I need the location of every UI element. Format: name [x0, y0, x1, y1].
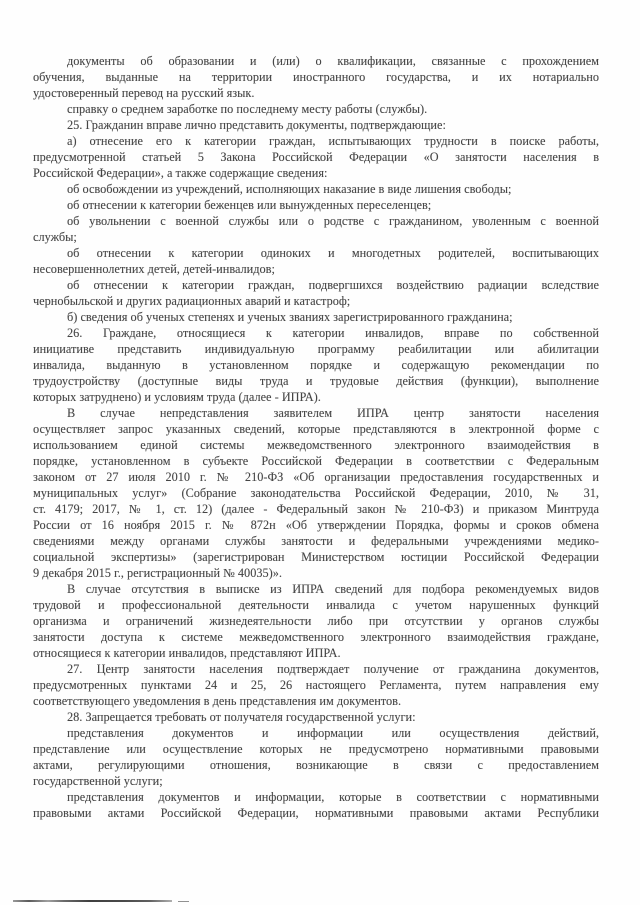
document-text [33, 53, 599, 821]
text-line: удостоверенный перевод на русский язык. [33, 86, 255, 100]
text-line: представления документов и информации или осуществления действий, [67, 726, 599, 740]
text-line: 27. Центр занятости населения подтверждает получение от гражданина документов, [67, 662, 599, 676]
text-line: об отнесении к категории одиноких и многодетных родителей, воспитывающих [67, 246, 599, 260]
paragraph [33, 661, 599, 709]
text-line: несовершеннолетних детей, детей-инвалидов; [33, 262, 275, 276]
text-line: сведениями между органами службы занятости и федеральными учреждениями медико- [33, 534, 599, 548]
text-line: трудовой и профессиональной деятельности инвалида с учетом нарушенных функций [33, 598, 599, 612]
text-line: 25. Гражданин вправе лично представить документы, подтверждающие: [67, 118, 446, 132]
text-line: 9 декабря 2015 г., регистрационный № 40035)». [33, 566, 282, 580]
text-line: об освобождении из учреждений, исполняющих наказание в виде лишения свободы; [67, 182, 512, 196]
text-line: справку о среднем заработке по последнему месту работы (службы). [67, 102, 428, 116]
paragraph [33, 53, 599, 101]
text-line: правовыми актами Российской Федерации, нормативными правовыми актами Республики [33, 806, 599, 820]
text-line: соответствующего уведомления в день представления им документов. [33, 694, 402, 708]
text-line: предусмотренных пунктами 24 и 25, 26 настоящего Регламента, путем направления ему [33, 678, 599, 692]
text-line: организма и ограничений жизнедеятельности либо при отсутствии у органов службы [33, 614, 599, 628]
text-line: представления документов и информации, которые в соответствии с нормативными [67, 790, 599, 804]
paragraph [33, 309, 599, 325]
text-line: б) сведения об ученых степенях и ученых званиях зарегистрированного гражданина; [67, 310, 513, 324]
text-line: осуществляет запрос указанных сведений, которые представляются в электронной форме с [33, 422, 599, 436]
text-line: государственной услуги; [33, 774, 163, 788]
text-line: социальной экспертизы» (зарегистрирован Министерством юстиции Российской Федерации [33, 550, 599, 564]
paragraph [33, 245, 599, 277]
text-line: об отнесении к категории беженцев или вынужденных переселенцев; [67, 198, 432, 212]
text-line: использованием единой системы межведомственного электронного взаимодействия в [33, 438, 599, 452]
text-line: об отнесении к категории граждан, подвергшихся воздействию радиации вследствие [67, 278, 599, 292]
paragraph [33, 197, 599, 213]
paragraph [33, 725, 599, 789]
scan-artifact-dash [178, 901, 189, 902]
text-line: инвалида, выданную в установленном порядке и содержащую рекомендации по [33, 358, 599, 372]
paragraph [33, 181, 599, 197]
text-line: документы об образовании и (или) о квалификации, связанные с прохождением [67, 54, 599, 68]
text-line: актами, регулирующими отношения, возникающие в связи с предоставлением [33, 758, 599, 772]
text-line: представление или осуществление которых не предусмотрено нормативными правовыми [33, 742, 599, 756]
paragraph [33, 405, 599, 581]
paragraph [33, 277, 599, 309]
text-line: ст. 4179; 2017, № 1, ст. 12) (далее - Федеральный закон № 210-ФЗ) и приказом Минтруда [33, 502, 599, 516]
text-line: которых затруднено) и условиям труда (далее - ИПРА). [33, 390, 321, 404]
text-line: В случае отсутствия в выписке из ИПРА сведений для подбора рекомендуемых видов [67, 582, 599, 596]
paragraph [33, 213, 599, 245]
text-line: предусмотренной статьей 5 Закона Российской Федерации «О занятости населения в [33, 150, 599, 164]
text-line: относящиеся к категории инвалидов, представляют ИПРА. [33, 646, 341, 660]
paragraph [33, 581, 599, 661]
text-line: России от 16 ноября 2015 г. № 872н «Об утверждении Порядка, формы и сроков обмена [33, 518, 599, 532]
paragraph [33, 789, 599, 821]
paragraph [33, 325, 599, 405]
text-line: об увольнении с военной службы или о родстве с гражданином, уволенным с военной [67, 214, 599, 228]
text-line: службы; [33, 230, 77, 244]
text-line: инициативе представить индивидуальную программу реабилитации или абилитации [33, 342, 599, 356]
text-line: 28. Запрещается требовать от получателя государственной услуги: [67, 710, 416, 724]
text-line: трудоустройству (доступные виды труда и трудовые действия (функции), выполнение [33, 374, 599, 388]
text-line: 26. Граждане, относящиеся к категории инвалидов, вправе по собственной [67, 326, 599, 340]
text-line: В случае непредставления заявителем ИПРА центр занятости населения [67, 406, 599, 420]
paragraph [33, 117, 599, 133]
text-line: законом от 27 июля 2010 г. № 210-ФЗ «Об организации предоставления государственных и [33, 470, 599, 484]
paragraph [33, 709, 599, 725]
paragraph [33, 101, 599, 117]
text-line: а) отнесение его к категории граждан, испытывающих трудности в поиске работы, [67, 134, 599, 148]
paragraph [33, 133, 599, 181]
text-line: чернобыльской и других радиационных аварий и катастроф; [33, 294, 351, 308]
text-line: обучения, выданные на территории иностранного государства, и их нотариально [33, 70, 599, 84]
text-line: муниципальных услуг» (Собрание законодательства Российской Федерации, 2010, № 31, [33, 486, 599, 500]
text-line: Российской Федерации», а также содержащие сведения: [33, 166, 328, 180]
text-line: занятости доступа к системе межведомственного электронного взаимодействия граждане, [33, 630, 599, 644]
scan-artifact-line [13, 900, 172, 902]
text-line: порядке, установленном в субъекте Российской Федерации в соответствии с Федеральным [33, 454, 599, 468]
